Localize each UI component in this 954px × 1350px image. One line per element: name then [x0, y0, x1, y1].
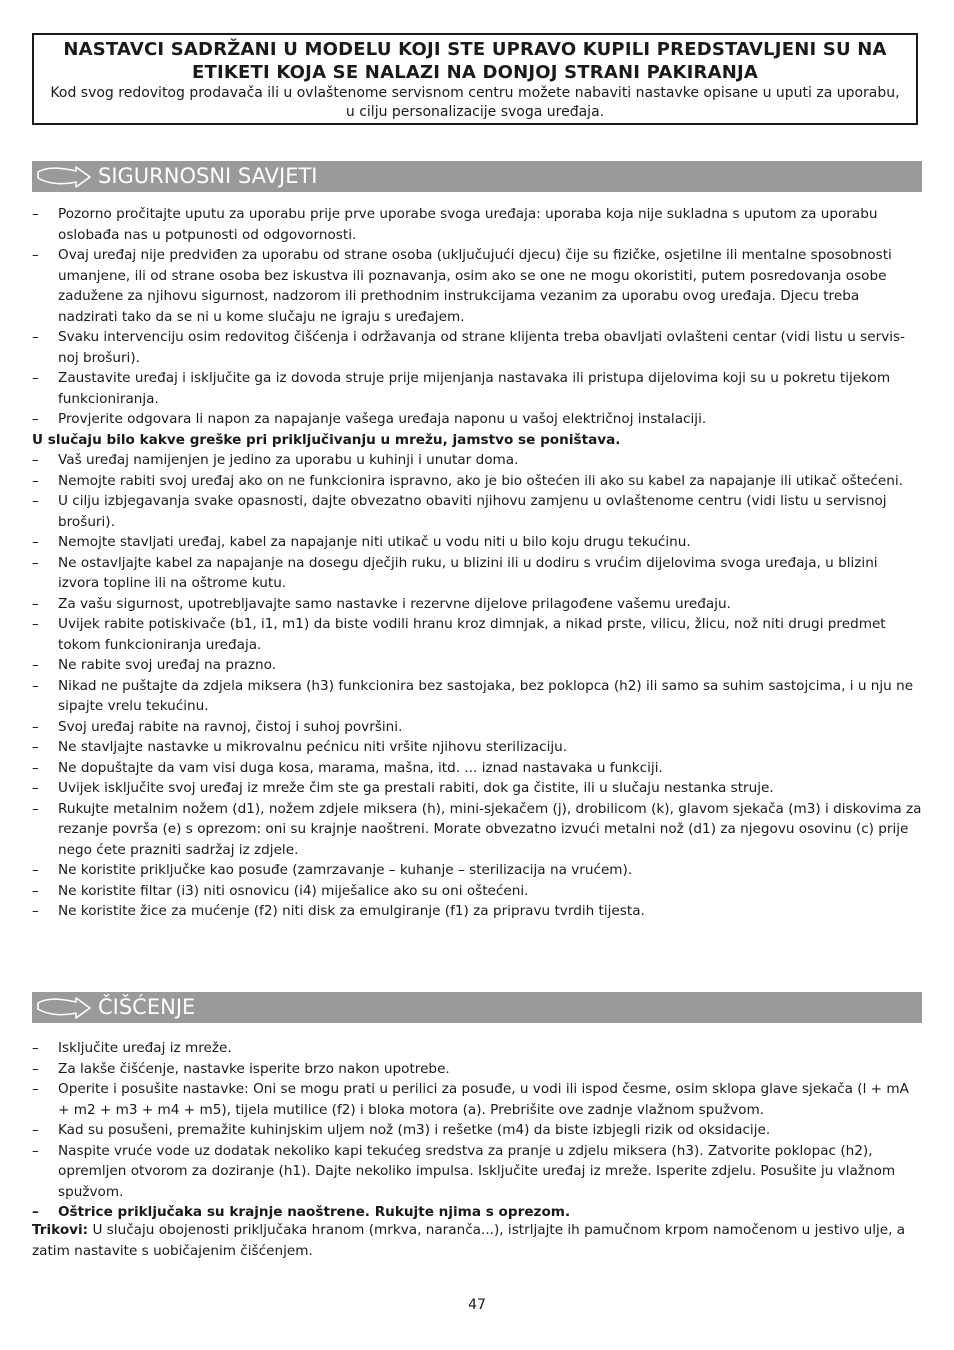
list-dash: – [32, 862, 39, 878]
cleaning-banner [32, 992, 922, 1023]
list-dash: – [32, 739, 39, 755]
list-item [32, 676, 922, 717]
list-item [32, 1038, 922, 1059]
safety-heading: SIGURNOSNI SAVJETI [98, 164, 318, 188]
list-item [32, 245, 922, 327]
list-dash: – [32, 595, 39, 612]
list-item [32, 491, 922, 532]
list-dash: – [32, 554, 39, 571]
list-item-text: Uvijek rabite potiskivače (b1, i1, m1) da biste vodili hranu kroz dimnjak, a nikad prste, vilicu, žlicu, nož niti drugi predmet tokom funkcioniranja uređaja. [58, 616, 886, 653]
list-item [32, 1141, 922, 1203]
list-item [32, 1079, 922, 1120]
list-dash: – [32, 759, 39, 776]
list-item [32, 717, 922, 738]
list-dash: – [32, 616, 39, 632]
cleaning-list [32, 1038, 922, 1223]
list-item [32, 409, 922, 430]
list-item [32, 1059, 922, 1080]
list-dash: – [32, 1204, 39, 1220]
list-item [32, 655, 922, 676]
list-dash: – [32, 903, 39, 919]
list-item [32, 471, 922, 492]
list-dash: – [32, 1122, 39, 1138]
list-dash: – [32, 329, 39, 345]
list-item-text: Pozorno pročitajte uputu za uporabu prije prve uporabe svoga uređaja: uporaba koja nije sukladna s uputom za uporabu oslobađa nas u potpunosti od odgovornosti. [58, 206, 878, 243]
list-item [32, 553, 922, 594]
list-dash: – [32, 1142, 39, 1159]
list-dash: – [32, 1081, 39, 1097]
tips-text: U slučaju obojenosti priključaka hranom (mrkva, naranča...), istrljajte ih pamučnom krpom namočenom u jestivo ulje, a zatim nastavite s uobičajenim čišćenjem. [32, 1222, 906, 1259]
list-item-text: Operite i posušite nastavke: Oni se mogu prati u perilici za posuđe, u vodi ili ispod česme, osim sklopa glave sjekača (l + mA + m2 + m3 + m4 + m5), tijela mutilice (f2) i bloka motora (a). Prebrišite ove zadnje vlažnom spužvom. [58, 1081, 909, 1118]
list-item-text: Uvijek isključite svoj uređaj iz mreže čim ste ga prestali rabiti, dok ga čistite, ili u slučaju nestanka struje. [58, 780, 774, 796]
list-item [32, 901, 922, 922]
list-item [32, 881, 922, 902]
list-dash: – [32, 800, 39, 817]
list-item-text: Nemojte stavljati uređaj, kabel za napajanje niti utikač u vodu niti u bilo koju drugu tekućinu. [58, 534, 691, 550]
list-item-text: Za lakše čišćenje, nastavke isperite brzo nakon upotrebe. [58, 1060, 450, 1077]
list-item-text: Za vašu sigurnost, upotrebljavajte samo nastavke i rezervne dijelove prilagođene vašemu uređaju. [58, 595, 731, 612]
list-item-text: Svoj uređaj rabite na ravnoj, čistoj i suhoj površini. [58, 718, 403, 735]
list-item [32, 327, 922, 368]
list-dash: – [32, 677, 39, 694]
safety-list [32, 204, 922, 922]
notice-subtitle: Kod svog redovitog prodavača ili u ovlaštenome servisnom centru možete nabaviti nastavke opisane u uputi za uporabu, u cilju personalizacije svoga uređaja. [50, 85, 900, 120]
list-item-text: Ne dopuštajte da vam visi duga kosa, marama, mašna, itd. ... iznad nastavaka u funkciji. [58, 759, 663, 776]
list-dash: – [32, 657, 39, 673]
list-dash: – [32, 493, 39, 509]
list-item-text: Nemojte rabiti svoj uređaj ako on ne funkcionira ispravno, ako je bio oštećen ili ako su kabel za napajanje ili utikač oštećeni. [58, 472, 903, 489]
list-dash: – [32, 370, 39, 386]
list-dash: – [32, 1040, 39, 1056]
notice-title: NASTAVCI SADRŽANI U MODELU KOJI STE UPRAVO KUPILI PREDSTAVLJENI SU NA ETIKETI KOJA SE NALAZI NA DONJOJ STRANI PAKIRANJA [63, 39, 887, 83]
list-item-text: Provjerite odgovara li napon za napajanje vašega uređaja naponu u vašoj električnoj instalaciji. [58, 411, 707, 427]
tips-label: Trikovi: [32, 1222, 89, 1238]
list-dash: – [32, 534, 39, 550]
list-item-text: Ne ostavljajte kabel za napajanje na dosegu dječjih ruku, u blizini ili u dodiru s vrućim dijelovima svoga uređaja, u blizini izvora topline ili na oštrome kutu. [58, 554, 878, 591]
list-item-text: Zaustavite uređaj i isključite ga iz dovoda struje prije mijenjanja nastavaka ili pristupa dijelovima koji su u pokretu tijekom funkcioniranja. [58, 370, 891, 407]
list-item [32, 532, 922, 553]
list-dash: – [32, 882, 39, 899]
list-item [32, 1120, 922, 1141]
list-item-text: Svaku intervenciju osim redovitog čišćenja i održavanja od strane klijenta treba obavljati ovlašteni centar (vidi listu u servis-noj brošuri). [58, 329, 906, 366]
list-item-text: Ne stavljajte nastavke u mikrovalnu pećnicu niti vršite njihovu sterilizaciju. [58, 739, 568, 755]
list-dash: – [32, 452, 39, 468]
list-item [32, 758, 922, 779]
list-item-text: Ne koristite filtar (i3) niti osnovicu (i4) miješalice ako su oni oštećeni. [58, 882, 529, 899]
list-item [32, 614, 922, 655]
cleaning-heading: ČIŠĆENJE [98, 995, 196, 1019]
list-dash: – [32, 1060, 39, 1077]
list-item [32, 368, 922, 409]
list-dash: – [32, 206, 39, 222]
list-item-text: Naspite vruće vode uz dodatak nekoliko kapi tekućeg sredstva za pranje u zdjelu miksera (h3). Zatvorite poklopac (h2), opremljen otvorom za doziranje (h1). Dajte nekoliko impulsa. Isključite uređaj iz mreže. Isperite zdjelu. Posušite ju vlažnom spužvom. [58, 1142, 896, 1200]
arrow-icon [36, 996, 92, 1020]
list-item-text: Kad su posušeni, premažite kuhinjskim uljem nož (m3) i rešetke (m4) da biste izbjegli rizik od oksidacije. [58, 1122, 771, 1138]
list-item [32, 594, 922, 615]
list-dash: – [32, 247, 39, 263]
list-item [32, 778, 922, 799]
safety-warning: U slučaju bilo kakve greške pri priključivanju u mrežu, jamstvo se poništava. [32, 431, 621, 448]
list-item-text: Ne koristite priključke kao posuđe (zamrzavanje – kuhanje – sterilizacija na vrućem). [58, 862, 633, 878]
list-item-text: Ovaj uređaj nije predviđen za uporabu od strane osoba (uključujući djecu) čije su fizičke, osjetilne ili mentalne sposobnosti umanjene, ili od strane osoba bez iskustva ili poznavanja, osim ako se one ne mogu okoristiti, putem posredovanja osobe zadužene za njihovu sigurnost, nadzorom ili prethodnim instrukcijama vezanim za uporabu ovog uređaja. Djecu treba nadzirati tako da se ni u kome slučaju ne igraju s uređajem. [58, 247, 892, 325]
list-item-text: Ne koristite žice za mućenje (f2) niti disk za emulgiranje (f1) za pripravu tvrdih tijesta. [58, 903, 645, 919]
list-item-text: U cilju izbjegavanja svake opasnosti, dajte obvezatno obaviti njihovu zamjenu u ovlaštenome centru (vidi listu u servisnoj brošuri). [58, 493, 887, 530]
list-item-text: Nikad ne puštajte da zdjela miksera (h3) funkcionira bez sastojaka, bez poklopca (h2) ili samo sa suhim sastojcima, i u nju ne sipajte vrelu tekućinu. [58, 677, 914, 714]
list-dash: – [32, 780, 39, 796]
list-item-text: Rukujte metalnim nožem (d1), nožem zdjele miksera (h), mini-sjekačem (j), drobilicom (k), glavom sjekača (m3) i diskovima za rezanje površa (e) s oprezom: oni su krajnje naoštreni. Morate obvezatno izvući metalni nož (d1) za njegovu osovinu (c) prije nego ćete prazniti sadržaj iz zdjele. [58, 800, 922, 858]
notice-box [32, 33, 918, 125]
list-item [32, 450, 922, 471]
list-item-text: Vaš uređaj namijenjen je jedino za uporabu u kuhinji i unutar doma. [58, 452, 519, 468]
list-dash: – [32, 718, 39, 735]
cleaning-bold-item: Oštrice priključaka su krajnje naoštrene. Rukujte njima s oprezom. [58, 1204, 571, 1220]
list-item-text: Ne rabite svoj uređaj na prazno. [58, 657, 277, 673]
list-item-text: Isključite uređaj iz mreže. [58, 1040, 232, 1056]
page-number: 47 [468, 1297, 486, 1313]
tips-paragraph [32, 1220, 918, 1261]
list-dash: – [32, 411, 39, 427]
list-dash: – [32, 472, 39, 489]
list-item [32, 737, 922, 758]
list-item [32, 204, 922, 245]
arrow-icon [36, 165, 92, 189]
safety-banner [32, 161, 922, 192]
list-item [32, 799, 922, 861]
list-item [32, 860, 922, 881]
